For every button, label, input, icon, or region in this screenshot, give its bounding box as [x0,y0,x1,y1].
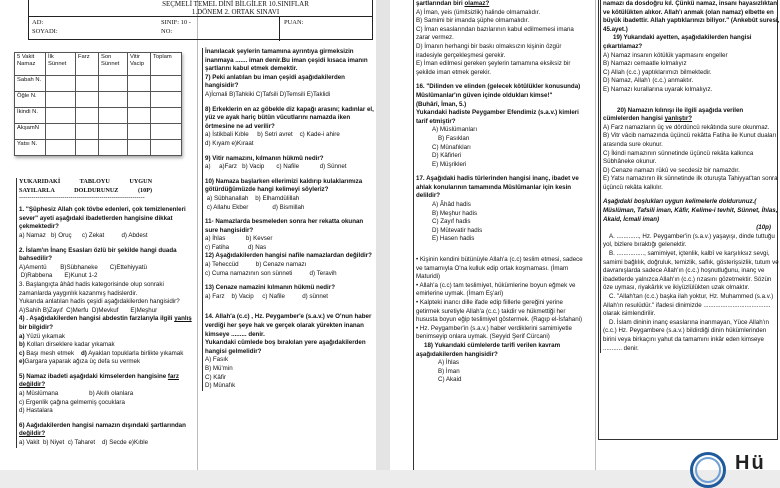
question-9: 9) Vitir namazını, kılmanın hükmü nedir? [205,154,324,162]
option[interactable]: B) İman [438,367,460,375]
divider: ------------------------------------------------------------- [19,195,145,201]
option[interactable]: d) Hastalara [19,407,53,415]
fill-in-instruction: Aşağıdaki boşlukları uygun kelimelerle doldurunuz.( Müslüman, Tafsili iman, Kâfir, Kelime-i tevhit, Sünnet, İhlas, Akaid, İcmali iman) [603,198,778,223]
question-8-options[interactable]: d) Kıyam e)Kıraat [205,139,254,147]
table-header: Farz [76,53,99,76]
column-4 [600,0,780,353]
table-cell[interactable] [46,92,76,108]
row-label: AkşamN [15,124,46,140]
option[interactable]: B) Samimi bir imanda şüphe olmamalıdır. [416,17,530,25]
option[interactable]: B) Mü'min [205,365,233,372]
option[interactable]: D) Cenaze namazı rükû ve secdesiz bir namazdır. [603,166,740,174]
table-cell[interactable] [128,92,151,108]
name-field[interactable]: AD: [32,19,44,26]
question-2: 2. İslam'ın İnanç Esasları özlü bir şekilde hangi duada bahsedilir? [19,246,177,263]
ayet-text: namazı da dosdoğru kıl. Çünkü namaz, insanı hayasızlıktan ve kötülükten alıkor. Allah'ı anmak (olan namaz) elbette en büyük ibadettir. Allah yaptıklarınızı biliyor." (Ankebût suresi, 45.ayet.) [603,0,780,33]
fill-in-a[interactable]: A. ............., Hz. Peygamber'in (s.a.v.) yaşayışı, dinde tuttuğu yol, bizlere bıraktığı gelenektir. [603,232,775,249]
question-16-source: (Buhârî, İman, 5.) [416,100,467,108]
question-8: 8) Erkeklerin en az göbekle diz kapağı arasını; kadınlar el, yüz ve ayak hariç bütün vücutlarını namazda iken örtmesine ne ad verilir? [205,105,374,130]
question-10-options[interactable]: a) Sübhanallah b) Elhamdülillah [205,194,300,202]
option[interactable]: D) İmanın herhangi bir baskı olmaksızın kişinin özgür iradesiyle gerçekleşmesi gerekir. [416,42,562,59]
question-3-options[interactable]: A)Sahih B)Zayıf C)Merfu D)Mevkuf E)Meşhur [19,306,158,314]
option[interactable]: A) Müslümanları [432,126,478,134]
column-divider [197,0,198,470]
option[interactable]: b) Kolları dirseklere kadar yıkamak [19,341,115,349]
prayer-table [14,52,182,156]
definition: • Hz. Peygamber'in (s.a.v.) haber verdiklerini samimiyetle benimseyip onlara uymak. (Seyyid Şerif Cürcani) [416,324,572,341]
column-3 [413,0,586,470]
question-10: 10) Namaza başlarken ellerimizi kaldırıp kulaklarımıza götürdüğümüzde hangi kelimeyi söyleriz? [205,177,363,194]
option[interactable]: A) Namaz insanın kötülük yapmasını engeller [603,51,728,59]
question-16: 16. "Dilinden ve elinden (gelecek kötülükler konusunda) Müslümanlar'ın güven içinde oldukları kimse!" [416,83,581,99]
table-cell[interactable] [76,108,99,124]
question-3: 3. Başlangıçta âhâd hadis kategorisinde olup sonraki zamanlarda yaygınlık kazanmış hadislerdir. [19,280,164,297]
school-logo-inner-icon [695,457,721,483]
option[interactable]: E) Müşrikleri [432,160,467,168]
table-header: Son Sünnet [99,53,128,76]
fill-in-d[interactable]: D. İslam dininin inanç esaslarına inanmayan, Yüce Allah'ın (c.c.) Hz. Peygambere (s.a.v.) bildirdiği dinin hükümlerinden birini veya birkaçını yahut da tamamını inkâr eden kimseye ........... denir. [603,318,769,352]
question-8-options[interactable]: a) İstikbali Kıble b) Setri avret c) Kade-i ahire [205,131,340,139]
question-16-prompt: Yukarıdaki hadiste Peygamber Efendimiz (s.a.v.) kimleri tarif etmiştir? [416,109,579,125]
question-14: 14. Allah'a (c.c) , Hz. Peygamber'e (s.a.v.) ve O'nun haber verdiği her şeye hak ve gerçek olarak yürekten inanan kimseye ......... denir. [205,313,372,338]
option[interactable]: C) Akaid [438,376,462,384]
table-cell[interactable] [46,140,76,156]
table-cell[interactable] [151,108,182,124]
question-6-options[interactable]: a) Vakit b) Niyet c) Taharet d) Secde e)Kıble [19,439,149,447]
table-cell[interactable] [151,92,182,108]
question-12: 12) Aşağıdakilerden hangisi nafile namazlardan değildir? [205,252,372,260]
option[interactable]: E) Hasen hadis [432,235,475,243]
option[interactable]: D) Kâfirleri [432,152,462,160]
logo-text: Hü [735,452,766,474]
question-17: 17. Aşağıdaki hadis türlerinden hangisi inanç, ibadet ve ahlak konularının tamamında Müslümanlar için kesin delildir? [416,175,579,200]
row-label: Yatsı N. [15,140,46,156]
option[interactable]: a) Müslümana b) Akıllı olanlara [19,390,134,398]
table-cell[interactable] [46,108,76,124]
table-cell[interactable] [99,108,128,124]
table-header: Vitir Vacip [128,53,151,76]
option[interactable]: c) Ergenlik çağına gelmemiş çocuklara [19,398,125,406]
exam-title: SEÇMELİ TEMEL DİNİ BİLGİLER 10.SINIFLAR [162,0,309,8]
definition: • Kişinin kendini bütünüyle Allah'a (c.c) teslim etmesi, sadece ve tamamıyla O'na kulluk edip ortak koşmaması. (İmam Maturidi) [416,256,583,281]
table-row [15,140,182,156]
definition: • Allah'a (c.c) tam teslimiyet, hükümlerine boyun eğmek ve emirlerine uymak. (İmam Eş'ari) [416,281,576,298]
table-cell[interactable] [128,140,151,156]
number-field[interactable]: NO: [161,28,173,35]
class-field[interactable]: SINIF: 10 - [161,19,191,26]
table-cell[interactable] [128,124,151,140]
option[interactable]: C) Kâfir [205,373,226,381]
option[interactable]: A) İman, yeis (ümitsizlik) halinde olmamalıdır. [416,8,541,16]
table-cell[interactable] [99,140,128,156]
column-2 [202,48,375,391]
table-cell[interactable] [151,140,182,156]
table-cell[interactable] [99,76,128,92]
table-row [15,92,182,108]
question-11-options[interactable]: c) Fatiha d) Nas [205,243,267,251]
definition: • Kalpteki inancı dille ifade edip fiillerle gereğini yerine getirmek suretiyle Allah'a (c.c.) takdir ve hükmettiği her hususta boyun eğip teslimiyet göstermek. (Ragıp el-İsfahani) [416,299,583,324]
option[interactable]: C) İman esaslarından bazılarının kabul edilmemesi imana zarar vermez. [416,25,574,42]
option[interactable]: B) Fasıkları [438,134,470,142]
option[interactable]: C) Zayıf hadis [432,218,471,226]
option[interactable]: E) Namazı kurallarına uyarak kılmalıyız. [603,85,713,93]
exam-header [28,0,373,40]
table-cell[interactable] [99,124,128,140]
option[interactable]: C) Allah (c.c.) yaptıklarımızı bilmektedir. [603,68,712,76]
question-13: 13) Cenaze namazini kılmanın hükmü nedir? [205,284,335,292]
option[interactable]: D) Mütevatir hadis [432,226,483,234]
question-12-options[interactable]: a) Teheccüd b) Cenaze namazı [205,261,307,269]
table-cell[interactable] [151,76,182,92]
column-1 [16,178,197,448]
question-11: 11- Namazlarda besmeleden sonra her rekatta okunan sure hangisidir? [205,218,364,234]
option[interactable]: c) Başı mesh etmek d) Ayakları topuklarla birlikte yıkamak e)Gargara yaparak ağıza üç defa su vermek [19,349,184,366]
question-9-options[interactable]: a) a)Farz b) Vacip c) Nafile d) Sünnet [205,163,347,171]
table-row [15,108,182,124]
surname-field[interactable]: SOYADI: [32,28,58,35]
option[interactable]: B) Meşhur hadis [432,209,478,217]
table-header: 5 Vakit Namaz [15,53,46,76]
question-2-options[interactable]: D)Rabbena E)Kunut 1-2 [19,272,98,280]
table-row [15,124,182,140]
question-7: 7) Peki anlatılan bu iman çeşidi aşağıdakilerden hangisidir? [205,73,345,90]
option[interactable]: B) Vitr vâcib namazında üçüncü rekâtta Fatiha ile Kunut duaları arasında sure okunur. [603,132,777,148]
fill-in-points: (10p) [756,224,771,232]
option[interactable]: E) Yatsı namazının ilk sünnetinde ilk oturuşta Tahiyyat'tan sonra üçüncü rekâta kalkılır. [603,175,778,191]
fill-in-c[interactable]: C. "Allah'tan (c.c.) başka ilah yoktur, Hz. Muhammed (s.a.v.) Allah'ın resulüdür." ifadesi dinimizde ....................................... olarak isimlendirilir. [603,293,774,318]
question-14-prompt: Yukarıdaki cümlede boş bırakılan yere aşağıdakilerden hangisi gelmelidir? [205,339,366,355]
option[interactable]: B) Namazı cemaatle kılmalıyız [603,60,687,68]
option[interactable]: D) Namaz, Allah'ı (c.c.) anmaktır. [603,77,694,85]
table-cell[interactable] [128,76,151,92]
question-18: 18) Yukarıdaki cümlelerde tarifi verilen kavram aşağıdakilerden hangisidir? [416,341,561,358]
fill-in-b[interactable]: B. ................, samimiyet, içtenlik, kalbî ve karşılıksız sevgi, samimi bağlılık, doğruluk, temizlik, saflık, gösterişsizlik, tutum ve davranışlarda sadece Allah'ın (c.c.) hoşnutluğunu, inanç ve ibadetlerde yalnızca Allah'ın (c.c.) rızasını gözetmektir. Sözün öze uyması, riyakârlık ve ikiyüzlülükten uzak olmaktır. [603,250,779,292]
table-header: Toplam [151,53,182,76]
question-5: 5) Namaz ibadeti aşağıdaki kimselerden hangisine farz değildir? [19,372,179,389]
table-cell[interactable] [46,76,76,92]
table-cell[interactable] [76,76,99,92]
option[interactable]: C) İkindi namazının sünnetinde üçüncü rekâta kalkınca Sübhâneke okunur. [603,149,754,166]
option[interactable]: A) Fasık [205,356,229,364]
question-20: 20) Namazın kılınışı ile ilgili aşağıda verilen cümlelerden hangisi yanlıştır? [603,106,744,123]
table-row [15,76,182,92]
table-cell[interactable] [76,92,99,108]
row-label: Öğle N. [15,92,46,108]
question-1: 1. "Şüphesiz Allah çok tövbe edenleri, çok temizlenenleri sever" ayeti aşağıdaki ibadetlerden hangisine dikkat çekmektedir? [19,206,186,231]
option[interactable]: C) Münafıkları [432,143,471,151]
table-cell[interactable] [46,124,76,140]
option[interactable]: E) İman edilmesi gereken şeylerin tamamına eksiksiz bir şekilde iman etmek gerekir. [416,60,571,76]
question-19: 19) Yukarıdaki ayetten, aşağıdakilerden hangisi çıkartılamaz? [603,34,752,50]
exam-subtitle: 1.DÖNEM 2. ORTAK SINAVI [191,8,280,16]
question-10-options[interactable]: c) Allahu Ekber d) Bismillah [205,203,305,211]
table-header: İlk Sünnet [46,53,76,76]
option[interactable]: a) Yüzü yıkamak [19,332,65,340]
row-label: İkindi N. [15,108,46,124]
table-cell[interactable] [99,92,128,108]
option[interactable]: A) İhlas [438,359,459,367]
question-1-options[interactable]: a) Namaz b) Oruç c) Zekat d) Abdest [19,231,148,239]
table-instruction: YUKARIDAKİ TABLOYU UYGUN SAYILARLA DOLDURUNUZ (10P) [19,178,153,194]
option[interactable]: A) Âhâd hadis [432,201,471,209]
question-11-options[interactable]: a) İhlas b) Kevser [205,235,273,243]
score-field[interactable]: PUAN: [279,17,374,41]
question-6: 6) Aağıdakilerden hangisi namazın dışındaki şartlarından değildir? [19,421,186,438]
table-cell[interactable] [151,124,182,140]
question-2-options[interactable]: A)Amentü B)Sübhaneke C)Ettehiyyatü [19,263,147,271]
iman-intro: İnanılacak şeylerin tamamına ayrıntıya girmeksizin inanmaya ....... iman denir.Bu iman çeşidi kısaca imanın şartlarını kabul etmek demektir. [205,48,368,73]
table-header-row [15,53,182,76]
question-3-prompt: Yukarıda anlatılan hadis çeşidi aşağıdakilerden hangisidir? [19,298,180,306]
option[interactable]: A) Farz namazların üç ve dördüncü rekâtında sure okunmaz. [603,123,770,131]
question-4: 4) . Aşağıdakilerden hangisi abdestin farzlarıyla ilgili yanlış bir bilgidir? [19,315,192,331]
question-13-options[interactable]: a) Farz b) Vacip c) Nafile d) sünnet [205,292,328,300]
page-gap [376,0,390,470]
question-15: şartlarından biri olamaz? [416,0,490,7]
table-cell[interactable] [76,140,99,156]
option[interactable]: D) Münafık [205,382,236,390]
row-label: Sabah N. [15,76,46,92]
question-7-options[interactable]: A)İcmali B)Tahkiki C)Tafsili D)Temsili E)Taklidi [205,90,331,98]
column-divider [595,0,596,470]
table-cell[interactable] [128,108,151,124]
table-cell[interactable] [76,124,99,140]
question-12-options[interactable]: c) Cuma namazının son sünneti d) Teravih [205,269,337,277]
